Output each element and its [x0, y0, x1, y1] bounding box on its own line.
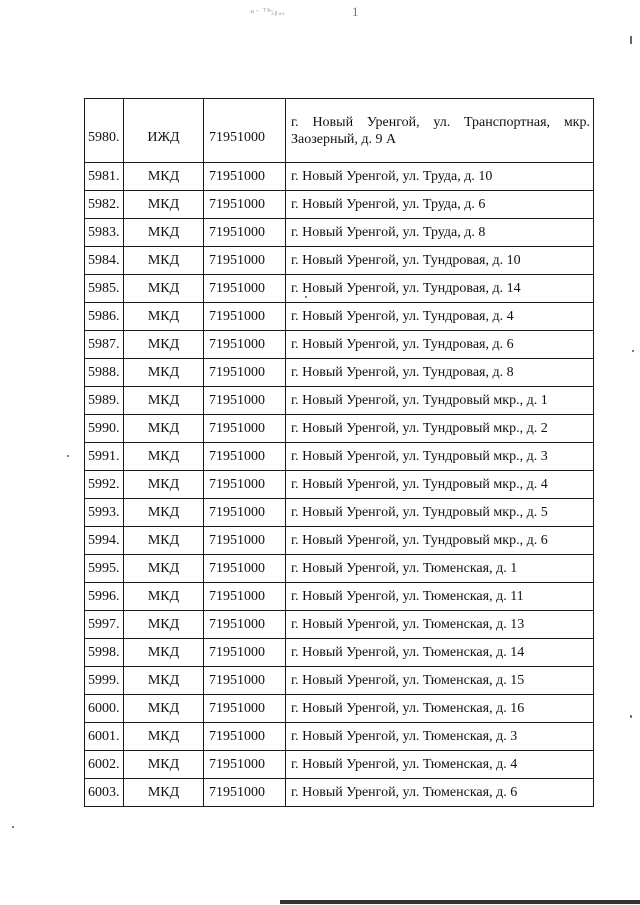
scan-bottom-shadow: [280, 900, 640, 904]
table-row: [85, 359, 594, 387]
oktmo-code-cell: 71951000: [204, 443, 286, 471]
building-type-cell: МКД: [124, 415, 204, 443]
row-number-cell: 5987.: [85, 331, 124, 359]
row-number-cell: 5992.: [85, 471, 124, 499]
row-number-cell: 5983.: [85, 219, 124, 247]
oktmo-code-cell: 71951000: [204, 163, 286, 191]
table-row: [85, 219, 594, 247]
address-cell: г. Новый Уренгой, ул. Тюменская, д. 1: [286, 555, 594, 583]
scan-header-text: «· ᵀᴱ̶ₐᵦᵤₑ: [250, 6, 286, 16]
address-cell: г. Новый Уренгой, ул. Труда, д. 6: [286, 191, 594, 219]
address-cell: г. Новый Уренгой, ул. Тюменская, д. 11: [286, 583, 594, 611]
building-type-cell: МКД: [124, 583, 204, 611]
building-type-cell: МКД: [124, 247, 204, 275]
address-cell: г. Новый Уренгой, ул. Тюменская, д. 13: [286, 611, 594, 639]
building-type-cell: МКД: [124, 723, 204, 751]
building-type-cell: МКД: [124, 555, 204, 583]
row-number-cell: 5991.: [85, 443, 124, 471]
address-cell: г. Новый Уренгой, ул. Транспортная, мкр. Заозерный, д. 9 А: [286, 99, 594, 163]
oktmo-code-cell: 71951000: [204, 191, 286, 219]
row-number-cell: 5989.: [85, 387, 124, 415]
scan-edge-mark: [630, 36, 632, 44]
oktmo-code-cell: 71951000: [204, 303, 286, 331]
address-cell: г. Новый Уренгой, ул. Тюменская, д. 6: [286, 779, 594, 807]
address-cell: г. Новый Уренгой, ул. Тюменская, д. 15: [286, 667, 594, 695]
table-row: [85, 499, 594, 527]
address-cell: г. Новый Уренгой, ул. Тундровая, д. 6: [286, 331, 594, 359]
building-type-cell: МКД: [124, 331, 204, 359]
table-row: [85, 387, 594, 415]
address-cell: г. Новый Уренгой, ул. Труда, д. 10: [286, 163, 594, 191]
table-row: [85, 779, 594, 807]
table-row: [85, 667, 594, 695]
table-row: [85, 555, 594, 583]
building-type-cell: МКД: [124, 779, 204, 807]
building-type-cell: МКД: [124, 695, 204, 723]
address-cell: г. Новый Уренгой, ул. Тюменская, д. 16: [286, 695, 594, 723]
address-cell: г. Новый Уренгой, ул. Тундровая, д. 14: [286, 275, 594, 303]
building-type-cell: МКД: [124, 611, 204, 639]
scan-speck: [12, 826, 14, 828]
table-row: [85, 611, 594, 639]
address-cell: г. Новый Уренгой, ул. Тундровый мкр., д. 2: [286, 415, 594, 443]
table-row: [85, 415, 594, 443]
scan-speck: [632, 350, 634, 352]
oktmo-code-cell: 71951000: [204, 471, 286, 499]
table-row: [85, 639, 594, 667]
address-cell: г. Новый Уренгой, ул. Тюменская, д. 14: [286, 639, 594, 667]
oktmo-code-cell: 71951000: [204, 695, 286, 723]
address-cell: г. Новый Уренгой, ул. Тюменская, д. 4: [286, 751, 594, 779]
building-type-cell: МКД: [124, 443, 204, 471]
address-table: [84, 98, 594, 807]
scan-speck: [305, 296, 307, 298]
building-type-cell: МКД: [124, 667, 204, 695]
oktmo-code-cell: 71951000: [204, 359, 286, 387]
building-type-cell: ИЖД: [124, 99, 204, 163]
address-table-body: [85, 99, 594, 807]
row-number-cell: 5981.: [85, 163, 124, 191]
oktmo-code-cell: 71951000: [204, 275, 286, 303]
scan-speck: [630, 715, 632, 718]
building-type-cell: МКД: [124, 387, 204, 415]
address-cell: г. Новый Уренгой, ул. Тундровый мкр., д. 3: [286, 443, 594, 471]
building-type-cell: МКД: [124, 639, 204, 667]
table-row: [85, 443, 594, 471]
table-row: [85, 303, 594, 331]
building-type-cell: МКД: [124, 751, 204, 779]
address-table-container: [84, 98, 593, 807]
building-type-cell: МКД: [124, 499, 204, 527]
address-cell: г. Новый Уренгой, ул. Тундровый мкр., д. 6: [286, 527, 594, 555]
table-row: [85, 331, 594, 359]
row-number-cell: 6002.: [85, 751, 124, 779]
table-row: [85, 471, 594, 499]
table-row: [85, 99, 594, 163]
table-row: [85, 527, 594, 555]
oktmo-code-cell: 71951000: [204, 751, 286, 779]
oktmo-code-cell: 71951000: [204, 219, 286, 247]
table-row: [85, 751, 594, 779]
address-cell: г. Новый Уренгой, ул. Тундровый мкр., д. 1: [286, 387, 594, 415]
building-type-cell: МКД: [124, 191, 204, 219]
row-number-cell: 6001.: [85, 723, 124, 751]
table-row: [85, 163, 594, 191]
table-row: [85, 695, 594, 723]
building-type-cell: МКД: [124, 275, 204, 303]
page-number: 1: [352, 4, 359, 19]
building-type-cell: МКД: [124, 163, 204, 191]
address-cell: г. Новый Уренгой, ул. Тундровая, д. 8: [286, 359, 594, 387]
oktmo-code-cell: 71951000: [204, 583, 286, 611]
building-type-cell: МКД: [124, 303, 204, 331]
row-number-cell: 5999.: [85, 667, 124, 695]
oktmo-code-cell: 71951000: [204, 527, 286, 555]
row-number-cell: 6000.: [85, 695, 124, 723]
row-number-cell: 5982.: [85, 191, 124, 219]
table-row: [85, 247, 594, 275]
row-number-cell: 5988.: [85, 359, 124, 387]
oktmo-code-cell: 71951000: [204, 387, 286, 415]
row-number-cell: 5997.: [85, 611, 124, 639]
table-row: [85, 583, 594, 611]
table-row: [85, 275, 594, 303]
row-number-cell: 5993.: [85, 499, 124, 527]
oktmo-code-cell: 71951000: [204, 779, 286, 807]
row-number-cell: 5984.: [85, 247, 124, 275]
row-number-cell: 5998.: [85, 639, 124, 667]
row-number-cell: 5985.: [85, 275, 124, 303]
address-cell: г. Новый Уренгой, ул. Тюменская, д. 3: [286, 723, 594, 751]
oktmo-code-cell: 71951000: [204, 499, 286, 527]
oktmo-code-cell: 71951000: [204, 611, 286, 639]
oktmo-code-cell: 71951000: [204, 415, 286, 443]
building-type-cell: МКД: [124, 359, 204, 387]
row-number-cell: 5996.: [85, 583, 124, 611]
oktmo-code-cell: 71951000: [204, 247, 286, 275]
oktmo-code-cell: 71951000: [204, 639, 286, 667]
oktmo-code-cell: 71951000: [204, 723, 286, 751]
oktmo-code-cell: 71951000: [204, 667, 286, 695]
row-number-cell: 5980.: [85, 99, 124, 163]
table-row: [85, 723, 594, 751]
row-number-cell: 5986.: [85, 303, 124, 331]
row-number-cell: 5990.: [85, 415, 124, 443]
row-number-cell: 6003.: [85, 779, 124, 807]
scan-header-artifact: [250, 6, 390, 22]
address-cell: г. Новый Уренгой, ул. Тундровый мкр., д. 5: [286, 499, 594, 527]
address-cell: г. Новый Уренгой, ул. Тундровая, д. 4: [286, 303, 594, 331]
oktmo-code-cell: 71951000: [204, 99, 286, 163]
oktmo-code-cell: 71951000: [204, 331, 286, 359]
scan-speck: [67, 455, 69, 457]
building-type-cell: МКД: [124, 219, 204, 247]
building-type-cell: МКД: [124, 471, 204, 499]
table-row: [85, 191, 594, 219]
building-type-cell: МКД: [124, 527, 204, 555]
address-cell: г. Новый Уренгой, ул. Тундровый мкр., д. 4: [286, 471, 594, 499]
row-number-cell: 5995.: [85, 555, 124, 583]
address-cell: г. Новый Уренгой, ул. Тундровая, д. 10: [286, 247, 594, 275]
address-cell: г. Новый Уренгой, ул. Труда, д. 8: [286, 219, 594, 247]
oktmo-code-cell: 71951000: [204, 555, 286, 583]
row-number-cell: 5994.: [85, 527, 124, 555]
